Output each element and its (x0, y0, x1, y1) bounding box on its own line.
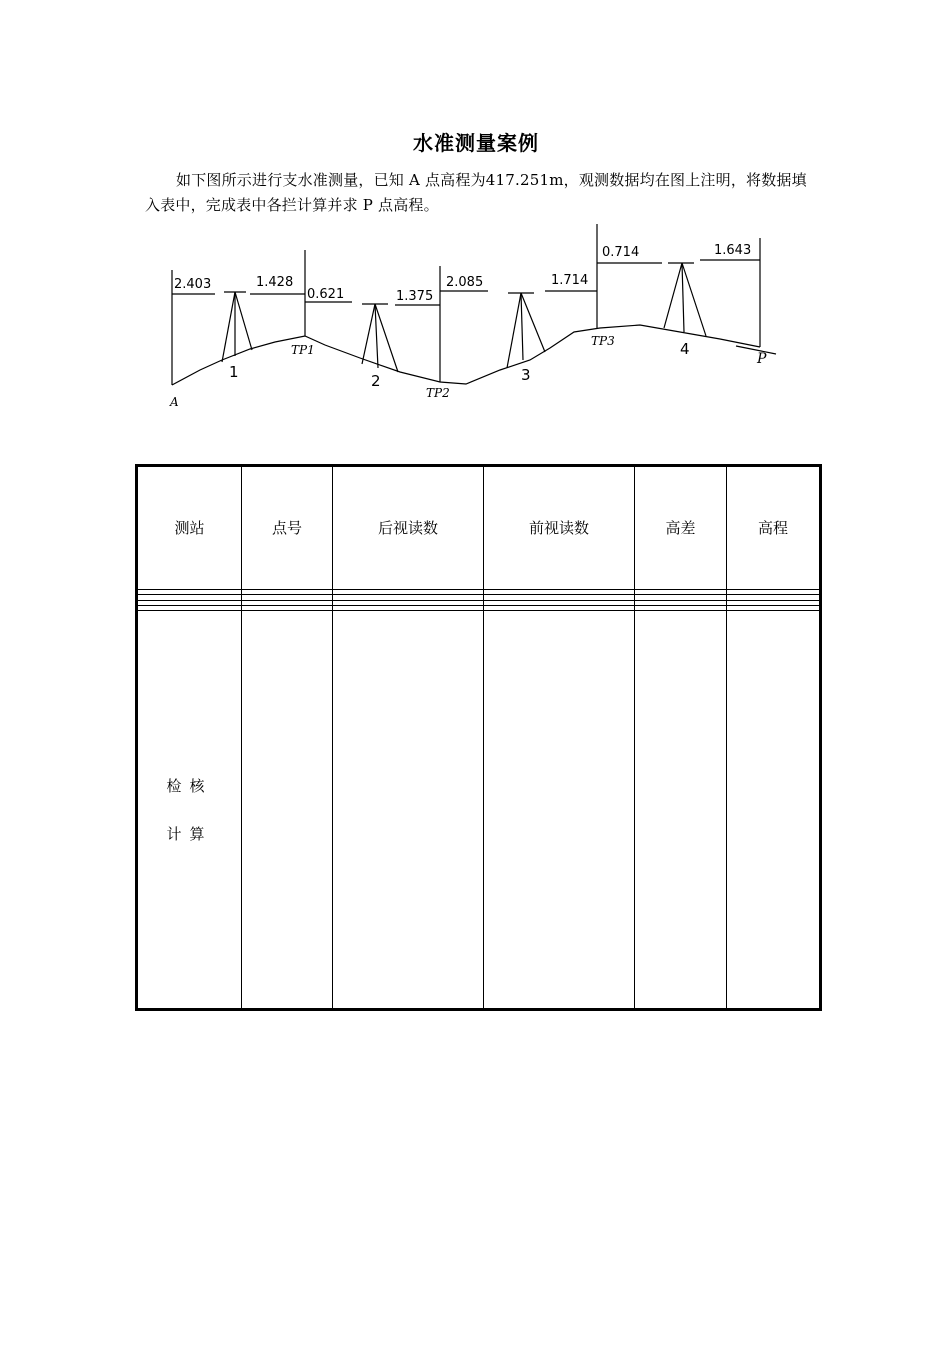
header-backsight: 后视读数 (333, 466, 484, 590)
reading-back-3: 2.085 (446, 275, 484, 290)
ground-profile (172, 325, 760, 385)
header-height-diff: 高差 (635, 466, 727, 590)
station-label-3: 3 (521, 366, 531, 384)
header-station: 测站 (137, 466, 242, 590)
reading-fore-2: 1.375 (396, 289, 434, 304)
reading-fore-4: 1.643 (714, 243, 752, 258)
check-label-1: 检核 (166, 776, 213, 795)
point-label-a: A (170, 395, 179, 409)
leveling-diagram (0, 0, 952, 420)
table-header-row (137, 466, 821, 590)
header-foresight: 前视读数 (484, 466, 635, 590)
reading-fore-3: 1.714 (551, 273, 589, 288)
leveling-table (135, 464, 822, 1011)
station-label-1: 1 (229, 363, 239, 381)
instrument-4 (664, 263, 706, 336)
point-label-tp3: TP3 (591, 334, 615, 348)
instrument-3 (507, 293, 545, 368)
page-title: 水准测量案例 (413, 131, 539, 155)
station-label-4: 4 (680, 340, 690, 358)
problem-description: 如下图所示进行支水准测量，已知 A 点高程为417.251m，观测数据均在图上注明，将数据填入表中，完成表中各拦计算并求 P 点高程。 (145, 171, 807, 214)
check-label-cell (137, 611, 242, 1010)
reading-back-2: 0.621 (307, 287, 345, 302)
check-row (137, 611, 821, 1010)
header-point: 点号 (242, 466, 333, 590)
point-label-p: P (757, 351, 767, 367)
reading-back-4: 0.714 (602, 245, 640, 260)
reading-fore-1: 1.428 (256, 275, 294, 290)
reading-back-1: 2.403 (174, 277, 212, 292)
check-label-2: 计算 (166, 824, 213, 843)
instrument-1 (222, 292, 252, 362)
header-elevation: 高程 (727, 466, 821, 590)
point-label-tp1: TP1 (291, 343, 315, 357)
instrument-2 (362, 304, 398, 372)
point-label-tp2: TP2 (426, 386, 450, 400)
station-label-2: 2 (371, 372, 381, 390)
